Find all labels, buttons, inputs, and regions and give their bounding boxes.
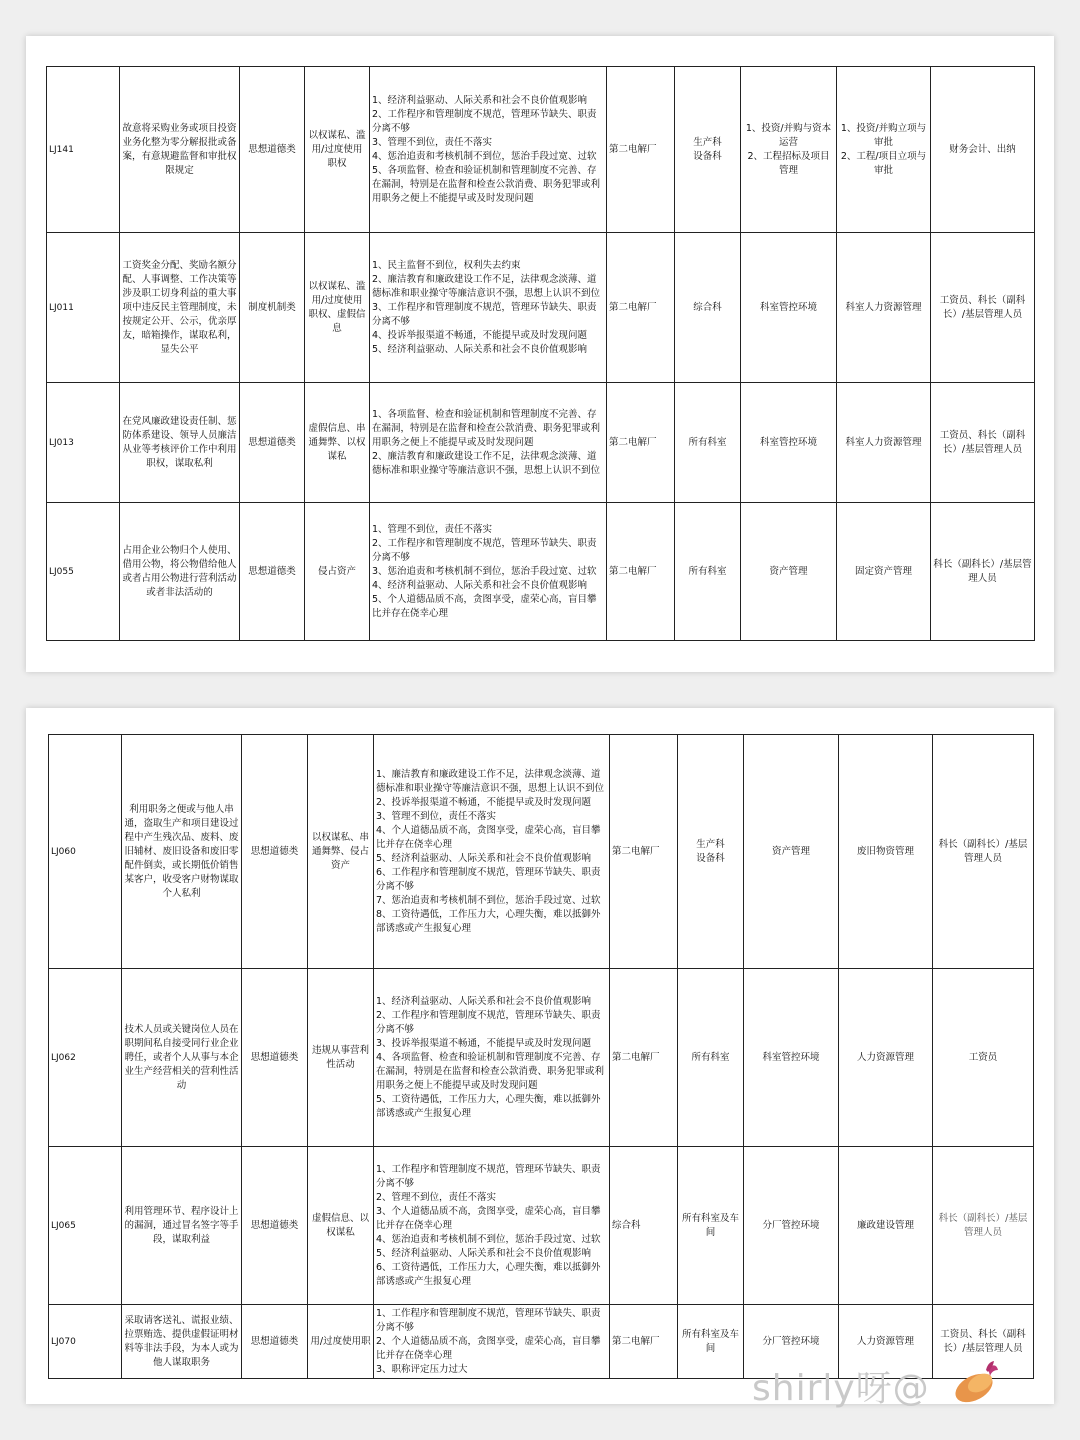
cause-item: 3、职称评定压力过大 bbox=[376, 1363, 468, 1375]
risk-causes bbox=[374, 1147, 610, 1305]
plant-name: 第二电解厂 bbox=[610, 1305, 678, 1379]
risk-scenario: 工资奖金分配、奖励名额分配、人事调整、工作决策等涉及职工切身利益的重大事项中违反民主管理制度，未按规定公开、公示，优亲厚友，暗箱操作，谋取私利，显失公平 bbox=[120, 233, 240, 383]
cause-item: 2、工作程序和管理制度不规范，管理环节缺失、职责分离不够 bbox=[372, 108, 597, 134]
business-link: 分厂管控环境 bbox=[744, 1147, 839, 1305]
risk-category: 思想道德类 bbox=[242, 969, 308, 1147]
risk-code: LJ062 bbox=[49, 969, 122, 1147]
risk-code: LJ055 bbox=[47, 503, 120, 641]
cause-item: 6、工资待遇低，工作压力大，心理失衡，难以抵御外部诱惑或产生报复心理 bbox=[376, 1261, 601, 1287]
department: 所有科室 bbox=[675, 383, 741, 503]
cause-item: 4、各项监督、检查和验证机制和管理制度不完善、存在漏洞，特别是在监督和检查公款消费、职务犯罪或利用职务之便上不能提早或及时发现问题 bbox=[376, 1051, 605, 1091]
table-page-1 bbox=[26, 36, 1054, 672]
risk-type: 违规从事营利性活动 bbox=[308, 969, 374, 1147]
risk-type: 虚假信息、以权谋私 bbox=[308, 1147, 374, 1305]
business-link: 1、投资/并购与资本运营 2、工程招标及项目管理 bbox=[741, 67, 837, 233]
business-link: 科室管控环境 bbox=[741, 233, 837, 383]
post-role: 工资员、科长（副科长）/基层管理人员 bbox=[931, 233, 1035, 383]
risk-type: 以权谋私、滥用/过度使用职权、虚假信息 bbox=[305, 233, 370, 383]
post-role: 科长（副科长）/基层管理人员 bbox=[931, 503, 1035, 641]
cause-item: 5、经济利益驱动、人际关系和社会不良价值观影响 bbox=[372, 343, 588, 355]
post-role: 工资员、科长（副科长）/基层管理人员 bbox=[931, 383, 1035, 503]
cause-item: 2、管理不到位，责任不落实 bbox=[376, 1191, 497, 1203]
cause-item: 8、工资待遇低，工作压力大，心理失衡，难以抵御外部诱惑或产生报复心理 bbox=[376, 908, 601, 934]
cause-item: 2、廉洁教育和廉政建设工作不足，法律观念淡薄、道德标准和职业操守等廉洁意识不强，思想上认识不到位 bbox=[372, 273, 601, 299]
risk-code: LJ013 bbox=[47, 383, 120, 503]
cause-item: 3、管理不到位，责任不落实 bbox=[372, 136, 493, 148]
cause-item: 1、工作程序和管理制度不规范，管理环节缺失、职责分离不够 bbox=[376, 1163, 601, 1189]
department: 生产科 设备科 bbox=[675, 67, 741, 233]
cause-item: 3、惩治追责和考核机制不到位，惩治手段过宽、过软 bbox=[372, 565, 597, 577]
table-row bbox=[47, 503, 1035, 641]
risk-scenario: 占用企业公物归个人使用、借用公物，将公物借给他人或者占用公物进行营利活动或者非法活动的 bbox=[120, 503, 240, 641]
plant-name: 第二电解厂 bbox=[607, 67, 675, 233]
department: 所有科室及车间 bbox=[678, 1147, 744, 1305]
plant-name: 第二电解厂 bbox=[610, 969, 678, 1147]
cause-item: 4、经济利益驱动、人际关系和社会不良价值观影响 bbox=[372, 579, 588, 591]
cause-item: 4、个人道德品质不高，贪图享受，虚荣心高，盲目攀比并存在侥幸心理 bbox=[376, 824, 601, 850]
cause-item: 3、投诉举报渠道不畅通，不能提早或及时发现问题 bbox=[376, 1037, 592, 1049]
watermark-text: shirly呀@ bbox=[752, 1368, 930, 1409]
risk-causes bbox=[374, 735, 610, 969]
risk-causes bbox=[370, 233, 607, 383]
cause-item: 1、经济利益驱动、人际关系和社会不良价值观影响 bbox=[372, 94, 588, 106]
risk-category: 思想道德类 bbox=[240, 383, 305, 503]
risk-type: 虚假信息、串通舞弊、以权谋私 bbox=[305, 383, 370, 503]
sub-process: 1、投资/并购立项与审批 2、工程/项目立项与审批 bbox=[837, 67, 931, 233]
risk-type: 侵占资产 bbox=[305, 503, 370, 641]
cause-item: 4、惩治追责和考核机制不到位，惩治手段过宽、过软 bbox=[372, 150, 597, 162]
risk-causes bbox=[370, 383, 607, 503]
risk-code: LJ141 bbox=[47, 67, 120, 233]
risk-category: 制度机制类 bbox=[240, 233, 305, 383]
cause-item: 5、个人道德品质不高，贪图享受，虚荣心高，盲目攀比并存在侥幸心理 bbox=[372, 593, 597, 619]
cause-item: 3、个人道德品质不高，贪图享受，虚荣心高，盲目攀比并存在侥幸心理 bbox=[376, 1205, 601, 1231]
cause-item: 1、民主监督不到位，权利失去约束 bbox=[372, 259, 521, 271]
risk-code: LJ060 bbox=[49, 735, 122, 969]
sub-process: 废旧物资管理 bbox=[839, 735, 933, 969]
cause-item: 2、个人道德品质不高，贪图享受，虚荣心高，盲目攀比并存在侥幸心理 bbox=[376, 1335, 601, 1361]
cause-item: 1、廉洁教育和廉政建设工作不足，法律观念淡薄、道德标准和职业操守等廉洁意识不强，思想上认识不到位 bbox=[376, 768, 605, 794]
cause-item: 3、管理不到位，责任不落实 bbox=[376, 810, 497, 822]
plant-name: 第二电解厂 bbox=[607, 383, 675, 503]
post-role: 科长（副科长）/基层管理人员 bbox=[933, 1147, 1034, 1305]
risk-table-1 bbox=[46, 66, 1035, 641]
cause-item: 6、工作程序和管理制度不规范，管理环节缺失、职责分离不够 bbox=[376, 866, 601, 892]
risk-causes bbox=[374, 969, 610, 1147]
cause-item: 5、工资待遇低，工作压力大，心理失衡，难以抵御外部诱惑或产生报复心理 bbox=[376, 1093, 601, 1119]
cause-item: 2、工作程序和管理制度不规范，管理环节缺失、职责分离不够 bbox=[376, 1009, 601, 1035]
cause-item: 5、经济利益驱动、人际关系和社会不良价值观影响 bbox=[376, 852, 592, 864]
table-row bbox=[49, 969, 1034, 1147]
sub-process: 人力资源管理 bbox=[839, 1305, 933, 1379]
department: 生产科 设备科 bbox=[678, 735, 744, 969]
risk-causes bbox=[370, 67, 607, 233]
department: 所有科室 bbox=[675, 503, 741, 641]
cause-item: 7、惩治追责和考核机制不到位，惩治手段过宽、过软 bbox=[376, 894, 601, 906]
risk-category: 思想道德类 bbox=[240, 67, 305, 233]
sub-process: 固定资产管理 bbox=[837, 503, 931, 641]
risk-causes bbox=[370, 503, 607, 641]
sub-process: 人力资源管理 bbox=[839, 969, 933, 1147]
sub-process: 科室人力资源管理 bbox=[837, 233, 931, 383]
sweet-potato-icon bbox=[950, 1358, 1002, 1406]
cause-item: 2、工作程序和管理制度不规范，管理环节缺失、职责分离不够 bbox=[372, 537, 597, 563]
risk-category: 思想道德类 bbox=[240, 503, 305, 641]
table-row bbox=[47, 233, 1035, 383]
post-role: 财务会计、出纳 bbox=[931, 67, 1035, 233]
business-link: 科室管控环境 bbox=[741, 383, 837, 503]
risk-code: LJ011 bbox=[47, 233, 120, 383]
plant-name: 第二电解厂 bbox=[610, 735, 678, 969]
risk-scenario: 故意将采购业务或项目投资业务化整为零分解报批或备案，有意规避监督和审批权限规定 bbox=[120, 67, 240, 233]
post-role: 科长（副科长）/基层管理人员 bbox=[933, 735, 1034, 969]
business-link: 资产管理 bbox=[744, 735, 839, 969]
table-row bbox=[47, 383, 1035, 503]
department: 所有科室 bbox=[678, 969, 744, 1147]
table-page-2 bbox=[26, 708, 1054, 1404]
cause-item: 3、工作程序和管理制度不规范，管理环节缺失、职责分离不够 bbox=[372, 301, 597, 327]
cause-item: 1、管理不到位，责任不落实 bbox=[372, 523, 493, 535]
cause-item: 2、投诉举报渠道不畅通，不能提早或及时发现问题 bbox=[376, 796, 592, 808]
risk-category: 思想道德类 bbox=[242, 1147, 308, 1305]
risk-type: 用/过度使用职 bbox=[308, 1305, 374, 1379]
plant-name: 第二电解厂 bbox=[607, 233, 675, 383]
sub-process: 廉政建设管理 bbox=[839, 1147, 933, 1305]
risk-code: LJ070 bbox=[49, 1305, 122, 1379]
risk-causes bbox=[374, 1305, 610, 1379]
risk-code: LJ065 bbox=[49, 1147, 122, 1305]
risk-table-2 bbox=[48, 734, 1034, 1379]
plant-name: 综合科 bbox=[610, 1147, 678, 1305]
risk-type: 以权谋私、滥用/过度使用职权 bbox=[305, 67, 370, 233]
risk-category: 思想道德类 bbox=[242, 735, 308, 969]
post-role: 工资员 bbox=[933, 969, 1034, 1147]
risk-scenario: 采取请客送礼、谎报业绩、拉票贿选、提供虚假证明材料等非法手段，为本人或为他人谋取职务 bbox=[122, 1305, 242, 1379]
cause-item: 1、各项监督、检查和验证机制和管理制度不完善、存在漏洞，特别是在监督和检查公款消费、职务犯罪或利用职务之便上不能提早或及时发现问题 bbox=[372, 408, 601, 448]
business-link: 资产管理 bbox=[741, 503, 837, 641]
plant-name: 第二电解厂 bbox=[607, 503, 675, 641]
cause-item: 4、惩治追责和考核机制不到位，惩治手段过宽、过软 bbox=[376, 1233, 601, 1245]
risk-category: 思想道德类 bbox=[242, 1305, 308, 1379]
cause-item: 2、廉洁教育和廉政建设工作不足，法律观念淡薄、道德标准和职业操守等廉洁意识不强，思想上认识不到位 bbox=[372, 450, 601, 476]
cause-item: 1、经济利益驱动、人际关系和社会不良价值观影响 bbox=[376, 995, 592, 1007]
business-link: 科室管控环境 bbox=[744, 969, 839, 1147]
department: 所有科室及车间 bbox=[678, 1305, 744, 1379]
risk-scenario: 利用管理环节、程序设计上的漏洞，通过冒名签字等手段，谋取利益 bbox=[122, 1147, 242, 1305]
risk-type: 以权谋私、串通舞弊、侵占资产 bbox=[308, 735, 374, 969]
post-role: 工资员、科长（副科长）/基层管理人员 bbox=[933, 1305, 1034, 1379]
cause-item: 1、工作程序和管理制度不规范，管理环节缺失、职责分离不够 bbox=[376, 1307, 601, 1333]
department: 综合科 bbox=[675, 233, 741, 383]
risk-scenario: 技术人员或关键岗位人员在职期间私自接受同行业企业聘任，或者个人从事与本企业生产经营相关的营利性活动 bbox=[122, 969, 242, 1147]
business-link: 分厂管控环境 bbox=[744, 1305, 839, 1379]
risk-scenario: 利用职务之便或与他人串通，盗取生产和项目建设过程中产生残次品、废料、废旧辅材、废旧设备和废旧零配件倒卖，或长期低价销售某客户，收受客户财物谋取个人私利 bbox=[122, 735, 242, 969]
table-row bbox=[49, 1147, 1034, 1305]
cause-item: 5、各项监督、检查和验证机制和管理制度不完善、存在漏洞，特别是在监督和检查公款消费、职务犯罪或利用职务之便上不能提早或及时发现问题 bbox=[372, 164, 601, 204]
cause-item: 4、投诉举报渠道不畅通，不能提早或及时发现问题 bbox=[372, 329, 588, 341]
risk-scenario: 在党风廉政建设责任制、惩防体系建设、领导人员廉洁从业等考核评价工作中利用职权，谋取私利 bbox=[120, 383, 240, 503]
table-row bbox=[49, 735, 1034, 969]
cause-item: 5、经济利益驱动、人际关系和社会不良价值观影响 bbox=[376, 1247, 592, 1259]
table-row bbox=[47, 67, 1035, 233]
sub-process: 科室人力资源管理 bbox=[837, 383, 931, 503]
